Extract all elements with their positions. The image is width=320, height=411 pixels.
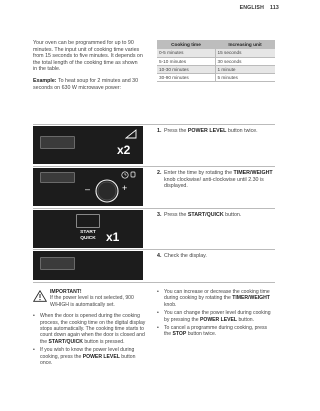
table-cell: 5-10 minutes: [157, 57, 215, 65]
important-notice: [33, 289, 148, 308]
list-item-text: To cancel a programme during cooking, press the: [164, 325, 268, 338]
section-divider: [33, 282, 275, 283]
notes-list: [157, 289, 275, 338]
language-label: ENGLISH: [239, 5, 265, 11]
list-item-text: You can increase or decrease the cooking time during cooking by rotating the: [164, 289, 270, 302]
clock-icon: [121, 170, 137, 180]
table-cell: 0-5 minutes: [157, 49, 215, 57]
section-divider: [33, 166, 275, 167]
important-text: If the power level is not selected, 900 W/HIGH is automatically set.: [50, 295, 134, 308]
list-item-text: You can change the power level during cooking by pressing the: [164, 310, 271, 323]
list-item-text: When the door is opened during the cooking process, the cooking time on the digital display stops automatically. The cooking time starts to count down again when the door is closed and the: [40, 313, 146, 345]
start-label: START: [80, 230, 96, 235]
display-window: [40, 172, 75, 183]
quick-label: QUICK: [80, 235, 96, 241]
list-item-keyword: START/QUICK: [48, 338, 83, 345]
notes-right-column: [157, 289, 275, 340]
important-title: IMPORTANT!: [50, 289, 82, 295]
example-label: Example:: [33, 77, 57, 84]
list-item-keyword: POWER LEVEL: [199, 316, 238, 323]
step-text: knob clockwise/ anti-clockwise until 2.30 is displayed.: [164, 176, 264, 190]
cooking-time-table: [157, 40, 275, 82]
step-text: Check the display.: [164, 253, 207, 259]
step-4: [157, 253, 275, 260]
step-3: [157, 212, 275, 219]
intro-paragraph: Your oven can be programmed for up to 90 minutes. The input unit of cooking time varies from 15 seconds to five minutes. It depends on the total length of the cooking time as shown in the table.: [33, 40, 143, 73]
step-text: Enter the time by rotating the: [164, 170, 234, 176]
list-item-text: If you wish to know the power level during cooking, press the: [40, 347, 135, 360]
list-item: [33, 347, 148, 366]
list-item: [157, 325, 275, 338]
page-number: 113: [270, 5, 279, 11]
step-text: Press the: [164, 212, 188, 218]
page-header: [240, 5, 279, 11]
step-2: [157, 170, 275, 190]
table-cell: 10-30 minutes: [157, 65, 215, 73]
table-row: [157, 49, 275, 57]
section-divider: [33, 208, 275, 209]
table-cell: 1 minute: [215, 65, 275, 73]
step-number: 4.: [157, 253, 162, 259]
step-keyword: POWER LEVEL: [187, 128, 227, 134]
example-text: To heat soup for 2 minutes and 30 seconds on 630 W microwave power:: [33, 77, 139, 91]
intro-text-block: [33, 40, 143, 96]
table-cell: 5 minutes: [215, 73, 275, 81]
control-panel-timer-knob: [33, 168, 143, 206]
step-text: button.: [223, 212, 242, 218]
press-count-label: x2: [117, 143, 131, 157]
timer-weight-knob-icon[interactable]: [93, 177, 121, 205]
list-item-text: button is pressed.: [82, 338, 125, 345]
notes-list: [33, 313, 148, 366]
control-panel-display: [33, 251, 143, 280]
step-text: Press the: [164, 128, 188, 134]
table-cell: 30-90 minutes: [157, 73, 215, 81]
list-item-text: button twice.: [186, 331, 217, 338]
warning-icon: [33, 290, 47, 302]
list-item-keyword: TIMER/WEIGHT: [232, 295, 270, 302]
table-cell: 15 seconds: [215, 49, 275, 57]
list-item-keyword: STOP: [172, 331, 187, 338]
control-panel-start-quick: [33, 210, 143, 248]
step-number: 2.: [157, 170, 162, 176]
table-header-row: [157, 40, 275, 49]
section-divider: [33, 249, 275, 250]
table-header-increasing-unit: Increasing unit: [215, 40, 275, 49]
list-item-keyword: POWER LEVEL: [82, 353, 120, 360]
step-keyword: START/QUICK: [187, 212, 224, 218]
step-1: [157, 128, 275, 135]
step-number: 1.: [157, 128, 162, 134]
step-keyword: TIMER/WEIGHT: [233, 170, 273, 176]
table-cell: 30 seconds: [215, 57, 275, 65]
plus-label: +: [122, 183, 128, 193]
display-window: [40, 136, 75, 149]
start-quick-button[interactable]: [76, 214, 100, 228]
table-row: [157, 65, 275, 73]
notes-left-column: [33, 289, 148, 368]
control-panel-power-level: [33, 126, 143, 164]
list-item: [33, 313, 148, 345]
press-count-label: x1: [106, 230, 120, 244]
minus-label: –: [85, 184, 91, 194]
power-level-icon: [125, 129, 137, 139]
list-item-text: button once.: [40, 353, 136, 367]
list-item: [157, 310, 275, 323]
list-item-text: knob.: [164, 301, 177, 308]
table-header-cooking-time: Cooking time: [157, 40, 215, 49]
example-paragraph: [33, 78, 143, 91]
step-number: 3.: [157, 212, 162, 218]
display-window: [40, 257, 75, 270]
list-item-text: button.: [237, 316, 255, 323]
list-item: [157, 289, 275, 308]
table-row: [157, 73, 275, 81]
table-row: [157, 57, 275, 65]
section-divider: [33, 124, 275, 125]
step-text: button twice.: [226, 128, 258, 134]
